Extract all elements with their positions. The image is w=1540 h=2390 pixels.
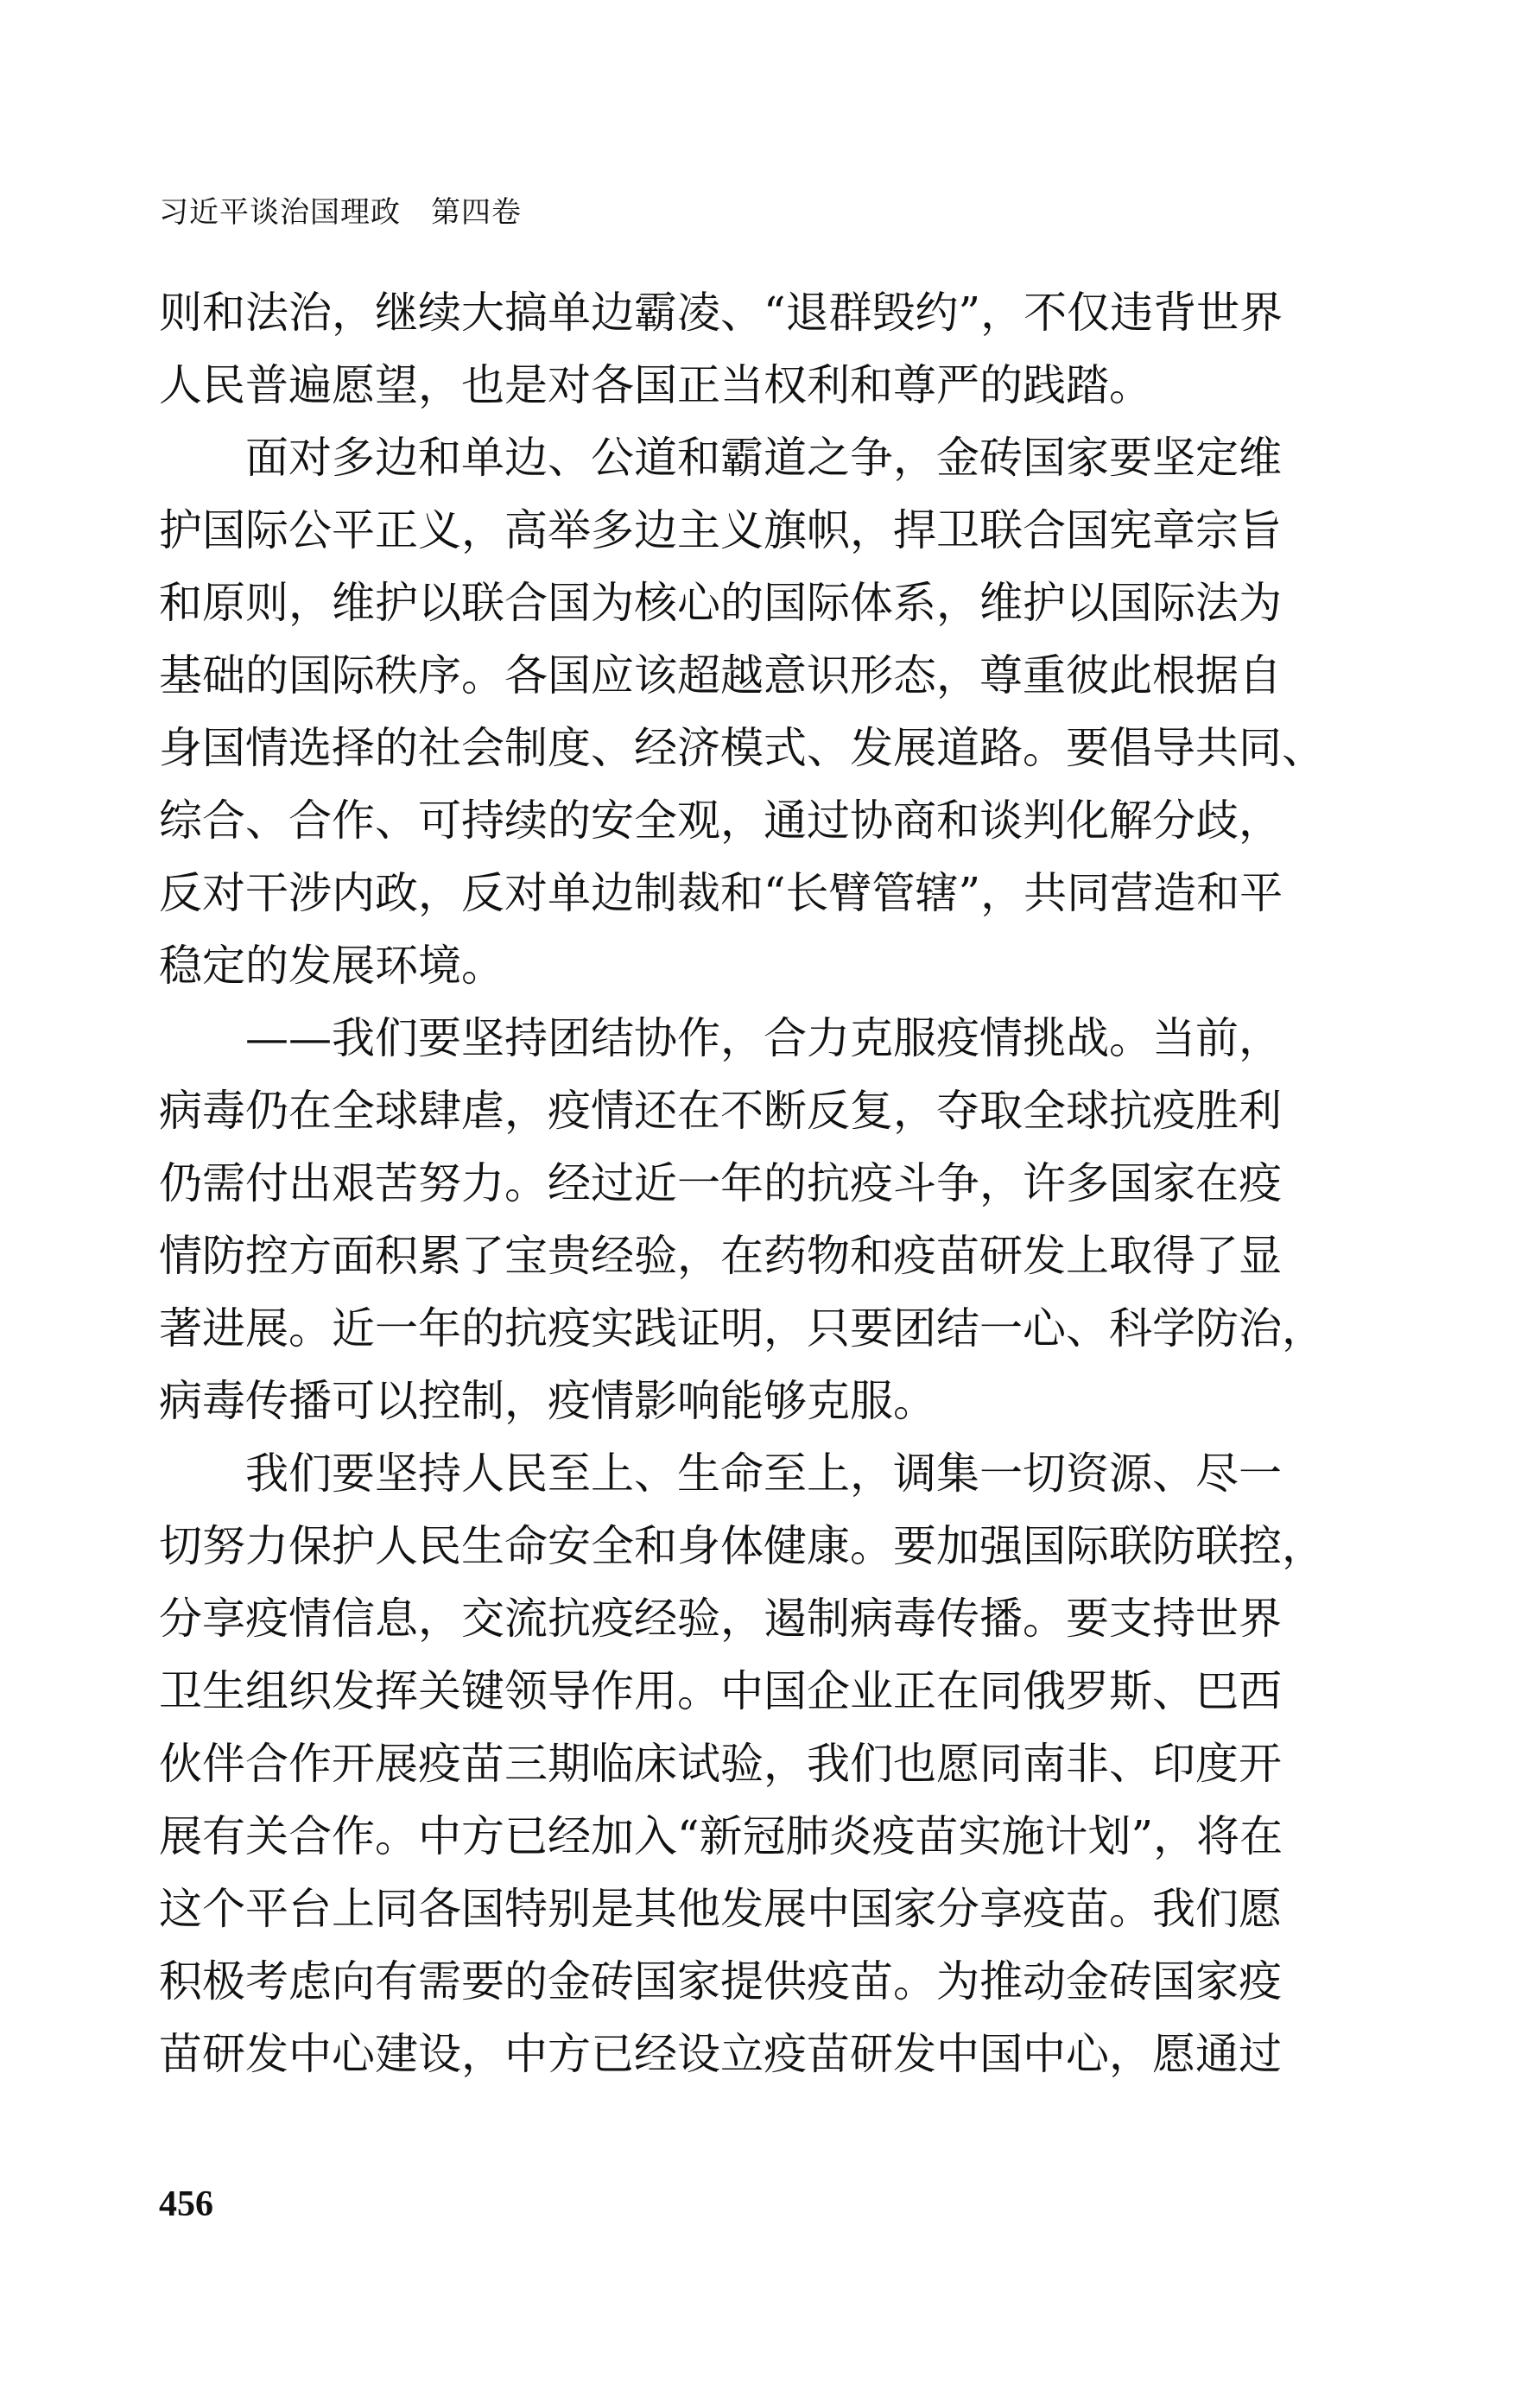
text-line: 卫生组织发挥关键领导作用。中国企业正在同俄罗斯、巴西: [159, 1666, 1282, 1716]
text-line: 仍需付出艰苦努力。经过近一年的抗疫斗争，许多国家在疫: [159, 1158, 1282, 1208]
text-line: 伙伴合作开展疫苗三期临床试验，我们也愿同南非、印度开: [159, 1739, 1282, 1789]
text-line: 和原则，维护以联合国为核心的国际体系，维护以国际法为: [159, 578, 1282, 628]
text-line: 分享疫情信息，交流抗疫经验，遏制病毒传播。要支持世界: [159, 1594, 1282, 1644]
body-text: [159, 276, 1325, 2090]
page-number: 456: [159, 2184, 213, 2224]
text-line: 苗研发中心建设，中方已经设立疫苗研发中国中心，愿通过: [159, 2029, 1282, 2079]
text-line: 人民普遍愿望，也是对各国正当权利和尊严的践踏。: [159, 360, 1152, 410]
text-line: 则和法治，继续大搞单边霸凌、“退群毁约”，不仅违背世界: [159, 288, 1283, 338]
text-line: 反对干涉内政，反对单边制裁和“长臂管辖”，共同营造和平: [159, 868, 1283, 918]
text-line: 护国际公平正义，高举多边主义旗帜，捍卫联合国宪章宗旨: [159, 505, 1282, 555]
text-line: 这个平台上同各国特别是其他发展中国家分享疫苗。我们愿: [159, 1884, 1282, 1934]
text-line: 情防控方面积累了宝贵经验，在药物和疫苗研发上取得了显: [159, 1231, 1282, 1281]
text-line: 基础的国际秩序。各国应该超越意识形态，尊重彼此根据自: [159, 650, 1282, 701]
text-line: 著进展。近一年的抗疫实践证明，只要团结一心、科学防治，: [159, 1303, 1325, 1353]
text-line: 切努力保护人民生命安全和身体健康。要加强国际联防联控，: [159, 1521, 1325, 1571]
text-line: 我们要坚持人民至上、生命至上，调集一切资源、尽一: [159, 1449, 1282, 1499]
text-line: 稳定的发展环境。: [159, 941, 504, 991]
text-line: 身国情选择的社会制度、经济模式、发展道路。要倡导共同、: [159, 723, 1325, 773]
text-line: 面对多边和单边、公道和霸道之争，金砖国家要坚定维: [159, 433, 1282, 483]
running-head: 习近平谈治国理政 第四卷: [159, 195, 522, 230]
text-line: 积极考虑向有需要的金砖国家提供疫苗。为推动金砖国家疫: [159, 1956, 1282, 2006]
text-line: ——我们要坚持团结协作，合力克服疫情挑战。当前，: [159, 1013, 1282, 1063]
text-line: 病毒仍在全球肆虐，疫情还在不断反复，夺取全球抗疫胜利: [159, 1086, 1282, 1136]
text-line: 病毒传播可以控制，疫情影响能够克服。: [159, 1376, 936, 1426]
text-line: 综合、合作、可持续的安全观，通过协商和谈判化解分歧，: [159, 796, 1282, 846]
text-line: 展有关合作。中方已经加入“新冠肺炎疫苗实施计划”，将在: [159, 1811, 1283, 1861]
